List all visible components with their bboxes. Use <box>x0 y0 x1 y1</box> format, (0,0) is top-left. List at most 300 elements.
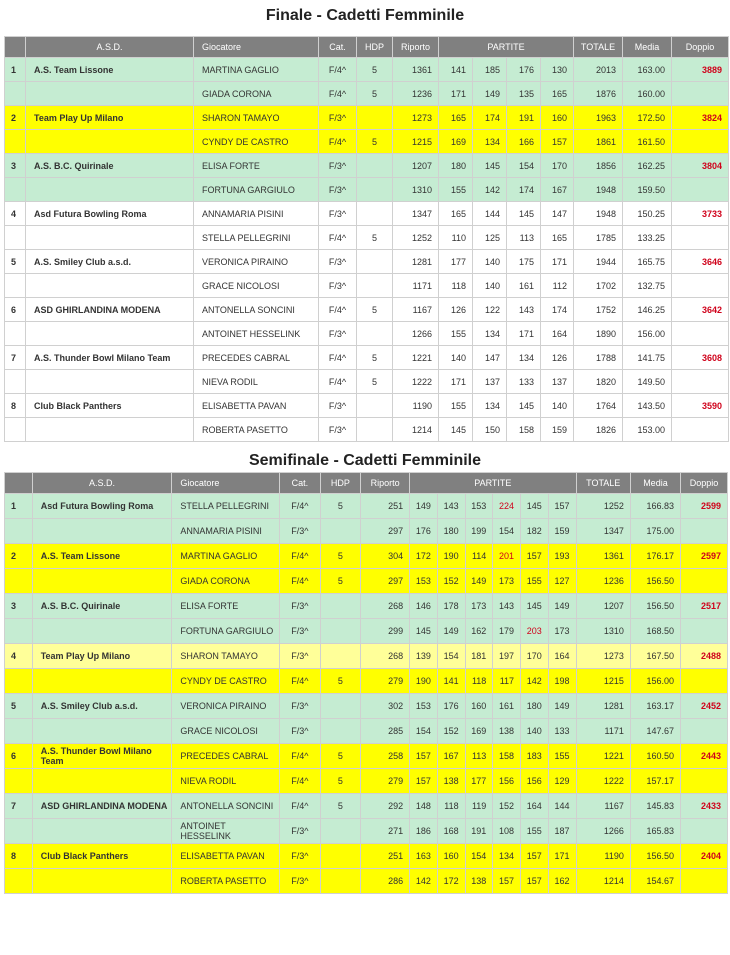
team-position-empty <box>5 519 33 544</box>
game-score: 145 <box>507 394 541 418</box>
team-doppio-empty <box>681 569 728 594</box>
game-score: 173 <box>548 619 576 644</box>
player-totale: 1752 <box>574 298 623 322</box>
player-media: 172.50 <box>623 106 672 130</box>
player-name: SHARON TAMAYO <box>172 644 280 669</box>
player-media: 168.50 <box>630 619 680 644</box>
game-score: 140 <box>473 250 507 274</box>
game-score: 164 <box>521 794 549 819</box>
game-score: 197 <box>493 644 521 669</box>
player-category: F/3^ <box>319 202 357 226</box>
game-score: 142 <box>521 669 549 694</box>
player-name: ANTONELLA SONCINI <box>172 794 280 819</box>
player-totale: 1252 <box>576 494 630 519</box>
player-totale: 1785 <box>574 226 623 250</box>
player-category: F/4^ <box>319 298 357 322</box>
game-score: 163 <box>410 844 438 869</box>
game-score: 176 <box>507 58 541 82</box>
game-score: 176 <box>410 519 438 544</box>
player-media: 163.00 <box>623 58 672 82</box>
game-score: 199 <box>465 519 493 544</box>
col-cat-header: Cat. <box>319 37 357 58</box>
player-category: F/4^ <box>319 226 357 250</box>
player-riporto: 1190 <box>393 394 439 418</box>
game-score: 154 <box>437 644 465 669</box>
col-riporto-header: Riporto <box>361 473 410 494</box>
game-score: 171 <box>507 322 541 346</box>
team-doppio-empty <box>672 370 729 394</box>
team-club-name: ASD GHIRLANDINA MODENA <box>32 794 172 819</box>
player-media: 132.75 <box>623 274 672 298</box>
game-score: 171 <box>439 370 473 394</box>
player-handicap <box>320 694 361 719</box>
player-media: 159.50 <box>623 178 672 202</box>
player-handicap: 5 <box>357 130 393 154</box>
player-riporto: 304 <box>361 544 410 569</box>
game-score: 160 <box>465 694 493 719</box>
game-score: 154 <box>493 519 521 544</box>
team-position: 7 <box>5 794 33 819</box>
player-handicap <box>357 202 393 226</box>
game-score: 160 <box>437 844 465 869</box>
table-row <box>5 418 729 442</box>
player-media: 147.67 <box>630 719 680 744</box>
game-score: 149 <box>548 594 576 619</box>
player-category: F/4^ <box>319 370 357 394</box>
game-score: 169 <box>439 130 473 154</box>
game-score: 165 <box>439 106 473 130</box>
player-category: F/4^ <box>280 769 321 794</box>
team-club-name: A.S. Team Lissone <box>26 58 194 82</box>
player-handicap <box>320 519 361 544</box>
game-score: 176 <box>437 694 465 719</box>
player-media: 156.00 <box>623 322 672 346</box>
team-club-empty <box>32 819 172 844</box>
player-category: F/3^ <box>319 250 357 274</box>
team-club-empty <box>26 130 194 154</box>
team-doppio-empty <box>672 226 729 250</box>
game-score: 157 <box>521 869 549 894</box>
game-score: 157 <box>493 869 521 894</box>
player-totale: 1963 <box>574 106 623 130</box>
player-category: F/3^ <box>280 519 321 544</box>
game-score: 141 <box>437 669 465 694</box>
team-position: 3 <box>5 154 26 178</box>
team-position-empty <box>5 418 26 442</box>
game-score: 146 <box>410 594 438 619</box>
player-handicap: 5 <box>320 569 361 594</box>
team-position: 4 <box>5 202 26 226</box>
player-totale: 1764 <box>574 394 623 418</box>
team-club-name: A.S. Smiley Club a.s.d. <box>32 694 172 719</box>
player-category: F/3^ <box>280 869 321 894</box>
game-score: 179 <box>493 619 521 644</box>
table-row <box>5 82 729 106</box>
player-totale: 1171 <box>576 719 630 744</box>
team-club-name: Team Play Up Milano <box>32 644 172 669</box>
team-position: 2 <box>5 544 33 569</box>
player-totale: 1273 <box>576 644 630 669</box>
col-media-header: Media <box>630 473 680 494</box>
team-doppio: 3646 <box>672 250 729 274</box>
player-riporto: 297 <box>361 519 410 544</box>
col-doppio-header: Doppio <box>681 473 728 494</box>
player-category: F/4^ <box>319 58 357 82</box>
team-position-empty <box>5 819 33 844</box>
player-name: ROBERTA PASETTO <box>194 418 319 442</box>
player-totale: 1890 <box>574 322 623 346</box>
team-club-empty <box>32 569 172 594</box>
player-riporto: 299 <box>361 619 410 644</box>
game-score: 164 <box>548 644 576 669</box>
player-riporto: 268 <box>361 594 410 619</box>
player-riporto: 1252 <box>393 226 439 250</box>
game-score: 180 <box>437 519 465 544</box>
game-score: 155 <box>521 569 549 594</box>
game-score: 160 <box>541 106 574 130</box>
team-doppio: 2443 <box>681 744 728 769</box>
game-score: 203 <box>521 619 549 644</box>
player-riporto: 1214 <box>393 418 439 442</box>
game-score: 174 <box>541 298 574 322</box>
player-totale: 1861 <box>574 130 623 154</box>
player-category: F/3^ <box>319 394 357 418</box>
game-score: 117 <box>493 669 521 694</box>
player-name: GIADA CORONA <box>194 82 319 106</box>
player-category: F/4^ <box>280 569 321 594</box>
player-totale: 1221 <box>576 744 630 769</box>
player-totale: 1347 <box>576 519 630 544</box>
player-media: 153.00 <box>623 418 672 442</box>
col-giocatore-header: Giocatore <box>172 473 280 494</box>
game-score: 182 <box>521 519 549 544</box>
table-row <box>5 226 729 250</box>
player-name: ELISA FORTE <box>172 594 280 619</box>
player-handicap <box>357 274 393 298</box>
game-score: 145 <box>410 619 438 644</box>
team-doppio-empty <box>681 519 728 544</box>
player-name: NIEVA RODIL <box>172 769 280 794</box>
col-hdp-header: HDP <box>357 37 393 58</box>
player-name: ELISABETTA PAVAN <box>194 394 319 418</box>
player-name: ANTOINET HESSELINK <box>194 322 319 346</box>
table-row <box>5 274 729 298</box>
game-score: 113 <box>465 744 493 769</box>
team-club-empty <box>32 519 172 544</box>
team-position-empty <box>5 322 26 346</box>
player-totale: 1876 <box>574 82 623 106</box>
team-doppio-empty <box>681 619 728 644</box>
team-position: 6 <box>5 744 33 769</box>
player-name: ANNAMARIA PISINI <box>194 202 319 226</box>
team-position: 2 <box>5 106 26 130</box>
player-riporto: 251 <box>361 844 410 869</box>
player-totale: 1826 <box>574 418 623 442</box>
game-score: 138 <box>465 869 493 894</box>
team-position: 8 <box>5 394 26 418</box>
team-position: 3 <box>5 594 33 619</box>
team-club-empty <box>26 418 194 442</box>
team-position: 6 <box>5 298 26 322</box>
player-media: 176.17 <box>630 544 680 569</box>
game-score: 137 <box>473 370 507 394</box>
player-media: 163.17 <box>630 694 680 719</box>
player-name: GRACE NICOLOSI <box>194 274 319 298</box>
game-score: 144 <box>473 202 507 226</box>
game-score: 155 <box>439 178 473 202</box>
player-name: ELISA FORTE <box>194 154 319 178</box>
game-score: 165 <box>541 226 574 250</box>
game-score: 147 <box>473 346 507 370</box>
player-media: 156.50 <box>630 569 680 594</box>
player-name: FORTUNA GARGIULO <box>194 178 319 202</box>
game-score: 171 <box>548 844 576 869</box>
player-totale: 1190 <box>576 844 630 869</box>
player-name: CYNDY DE CASTRO <box>194 130 319 154</box>
game-score: 157 <box>548 494 576 519</box>
player-handicap <box>357 178 393 202</box>
player-handicap: 5 <box>357 298 393 322</box>
team-position-empty <box>5 569 33 594</box>
finale-results-table <box>4 36 729 442</box>
player-handicap <box>357 418 393 442</box>
game-score: 157 <box>521 844 549 869</box>
player-handicap <box>320 644 361 669</box>
player-name: ANNAMARIA PISINI <box>172 519 280 544</box>
game-score: 134 <box>473 322 507 346</box>
game-score: 138 <box>493 719 521 744</box>
table-row <box>5 719 728 744</box>
team-club-name: Club Black Panthers <box>32 844 172 869</box>
game-score: 140 <box>521 719 549 744</box>
game-score: 145 <box>521 594 549 619</box>
game-score: 180 <box>439 154 473 178</box>
team-club-name: A.S. Thunder Bowl Milano Team <box>32 744 172 769</box>
player-totale: 1310 <box>576 619 630 644</box>
game-score: 148 <box>410 794 438 819</box>
table-row <box>5 154 729 178</box>
game-score: 153 <box>410 569 438 594</box>
game-score: 158 <box>493 744 521 769</box>
player-handicap <box>357 154 393 178</box>
game-score: 145 <box>439 418 473 442</box>
game-score: 118 <box>437 794 465 819</box>
player-category: F/4^ <box>280 544 321 569</box>
player-handicap: 5 <box>320 494 361 519</box>
game-score: 164 <box>541 322 574 346</box>
game-score: 119 <box>465 794 493 819</box>
team-position: 8 <box>5 844 33 869</box>
game-score: 157 <box>541 130 574 154</box>
game-score: 161 <box>507 274 541 298</box>
team-club-empty <box>26 82 194 106</box>
table-row <box>5 844 728 869</box>
team-position: 5 <box>5 250 26 274</box>
player-totale: 2013 <box>574 58 623 82</box>
player-riporto: 1207 <box>393 154 439 178</box>
game-score: 169 <box>465 719 493 744</box>
player-riporto: 1347 <box>393 202 439 226</box>
team-club-empty <box>32 719 172 744</box>
game-score: 190 <box>437 544 465 569</box>
player-name: ROBERTA PASETTO <box>172 869 280 894</box>
game-score: 145 <box>473 154 507 178</box>
game-score: 177 <box>439 250 473 274</box>
player-riporto: 302 <box>361 694 410 719</box>
game-score: 165 <box>541 82 574 106</box>
team-position-empty <box>5 769 33 794</box>
player-media: 154.67 <box>630 869 680 894</box>
col-hdp-header: HDP <box>320 473 361 494</box>
game-score: 185 <box>473 58 507 82</box>
player-totale: 1236 <box>576 569 630 594</box>
team-position: 5 <box>5 694 33 719</box>
player-handicap: 5 <box>320 794 361 819</box>
game-score: 155 <box>521 819 549 844</box>
game-score: 191 <box>507 106 541 130</box>
player-category: F/3^ <box>319 106 357 130</box>
table-row <box>5 544 728 569</box>
semifinale-title: Semifinale - Cadetti Femminile <box>248 452 482 469</box>
team-position: 1 <box>5 494 33 519</box>
col-pos-header <box>5 37 26 58</box>
player-name: GRACE NICOLOSI <box>172 719 280 744</box>
player-totale: 1215 <box>576 669 630 694</box>
semifinale-results-table <box>4 472 728 894</box>
team-doppio: 2452 <box>681 694 728 719</box>
game-score: 154 <box>410 719 438 744</box>
table-row <box>5 644 728 669</box>
player-media: 160.00 <box>623 82 672 106</box>
player-name: PRECEDES CABRAL <box>172 744 280 769</box>
player-riporto: 258 <box>361 744 410 769</box>
game-score: 171 <box>541 250 574 274</box>
game-score: 118 <box>465 669 493 694</box>
team-club-name: A.S. Thunder Bowl Milano Team <box>26 346 194 370</box>
player-media: 165.75 <box>623 250 672 274</box>
table-row <box>5 619 728 644</box>
game-score: 173 <box>493 569 521 594</box>
team-club-empty <box>32 619 172 644</box>
game-score: 191 <box>465 819 493 844</box>
team-position-empty <box>5 619 33 644</box>
team-club-empty <box>26 178 194 202</box>
team-doppio-empty <box>672 82 729 106</box>
col-giocatore-header: Giocatore <box>194 37 319 58</box>
game-score: 144 <box>548 794 576 819</box>
game-score: 174 <box>507 178 541 202</box>
player-category: F/3^ <box>319 178 357 202</box>
player-handicap: 5 <box>320 744 361 769</box>
player-handicap: 5 <box>357 82 393 106</box>
player-riporto: 285 <box>361 719 410 744</box>
player-riporto: 1167 <box>393 298 439 322</box>
player-totale: 1856 <box>574 154 623 178</box>
player-category: F/3^ <box>280 819 321 844</box>
team-club-name: Club Black Panthers <box>26 394 194 418</box>
semifinale-header-row <box>5 473 728 494</box>
player-category: F/4^ <box>280 669 321 694</box>
game-score: 158 <box>507 418 541 442</box>
game-score: 180 <box>521 694 549 719</box>
player-name: NIEVA RODIL <box>194 370 319 394</box>
table-row <box>5 694 728 719</box>
team-doppio-empty <box>672 130 729 154</box>
game-score: 108 <box>493 819 521 844</box>
col-totale-header: TOTALE <box>576 473 630 494</box>
table-row <box>5 519 728 544</box>
game-score: 139 <box>410 644 438 669</box>
player-category: F/3^ <box>280 844 321 869</box>
team-position: 7 <box>5 346 26 370</box>
game-score: 150 <box>473 418 507 442</box>
player-media: 145.83 <box>630 794 680 819</box>
game-score: 177 <box>465 769 493 794</box>
game-score: 141 <box>439 58 473 82</box>
player-category: F/3^ <box>280 594 321 619</box>
game-score: 140 <box>473 274 507 298</box>
game-score: 133 <box>507 370 541 394</box>
player-handicap <box>357 394 393 418</box>
player-category: F/4^ <box>319 130 357 154</box>
game-score: 114 <box>465 544 493 569</box>
col-riporto-header: Riporto <box>393 37 439 58</box>
game-score: 175 <box>507 250 541 274</box>
team-doppio: 2488 <box>681 644 728 669</box>
player-riporto: 1236 <box>393 82 439 106</box>
team-club-empty <box>26 322 194 346</box>
player-totale: 1222 <box>576 769 630 794</box>
game-score: 140 <box>541 394 574 418</box>
game-score: 178 <box>437 594 465 619</box>
team-club-empty <box>26 370 194 394</box>
team-club-name: ASD GHIRLANDINA MODENA <box>26 298 194 322</box>
game-score: 147 <box>541 202 574 226</box>
player-name: ELISABETTA PAVAN <box>172 844 280 869</box>
player-riporto: 1310 <box>393 178 439 202</box>
team-doppio-empty <box>672 322 729 346</box>
team-doppio: 3889 <box>672 58 729 82</box>
game-score: 186 <box>410 819 438 844</box>
game-score: 118 <box>439 274 473 298</box>
player-media: 157.17 <box>630 769 680 794</box>
game-score: 157 <box>410 744 438 769</box>
game-score: 187 <box>548 819 576 844</box>
game-score: 143 <box>507 298 541 322</box>
table-row <box>5 594 728 619</box>
team-doppio-empty <box>681 869 728 894</box>
player-media: 143.50 <box>623 394 672 418</box>
player-media: 149.50 <box>623 370 672 394</box>
player-riporto: 1361 <box>393 58 439 82</box>
player-riporto: 1266 <box>393 322 439 346</box>
game-score: 125 <box>473 226 507 250</box>
player-category: F/3^ <box>319 274 357 298</box>
game-score: 133 <box>548 719 576 744</box>
team-doppio: 3642 <box>672 298 729 322</box>
team-club-empty <box>32 869 172 894</box>
game-score: 161 <box>493 694 521 719</box>
game-score: 157 <box>521 544 549 569</box>
table-row <box>5 819 728 844</box>
table-row <box>5 298 729 322</box>
team-doppio-empty <box>672 274 729 298</box>
team-position: 4 <box>5 644 33 669</box>
team-club-empty <box>32 669 172 694</box>
game-score: 174 <box>473 106 507 130</box>
player-handicap: 5 <box>357 226 393 250</box>
player-category: F/4^ <box>280 494 321 519</box>
